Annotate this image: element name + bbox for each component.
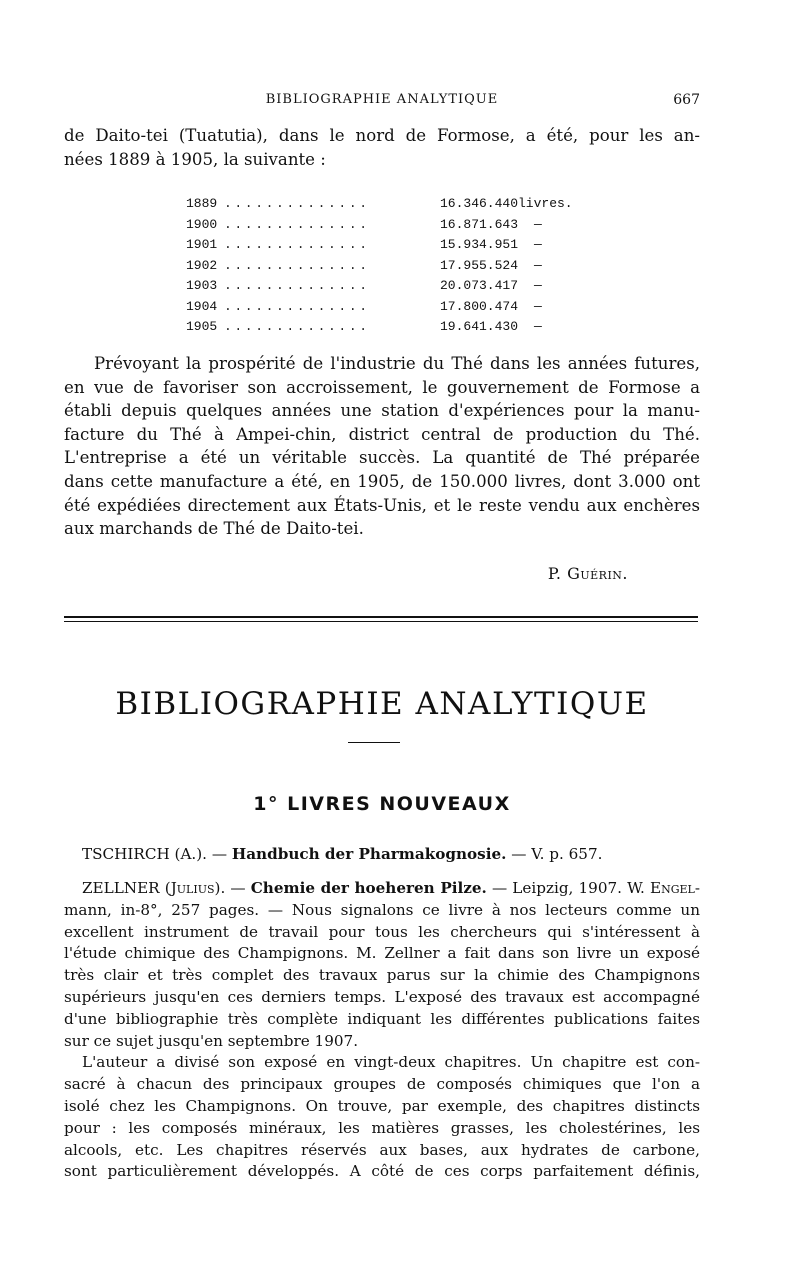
entry-line: isolé chez les Champignons. On trouve, par exemple, des chapitres distincts xyxy=(64,1096,700,1115)
entry-line: d'une bibliographie très complète indiquant les différentes publications faites xyxy=(64,1009,700,1028)
author-signature xyxy=(548,564,628,583)
entry-author: ZELLNER ( xyxy=(82,879,171,897)
section-divider xyxy=(64,616,698,618)
ditto-mark: — xyxy=(534,319,542,334)
paragraph-line: facture du Thé à Ampei-chin, district central de production du Thé. xyxy=(64,424,700,444)
entry-author-close: ). — xyxy=(214,879,251,897)
entry-author-first-name: Julius xyxy=(170,879,215,897)
entry-line: sacré à chacun des principaux groupes de composés chimiques que l'on a xyxy=(64,1075,700,1094)
signature-name: Guérin. xyxy=(567,564,628,583)
leader-dots: .............. xyxy=(224,278,370,293)
paragraph-line: L'entreprise a été un véritable succès. La quantité de Thé préparée xyxy=(64,448,700,468)
production-value: 17.955.524 xyxy=(440,257,519,273)
leader-dots: .............. xyxy=(224,319,370,334)
entry-author: TSCHIRCH (A.). — xyxy=(82,845,232,863)
page-number: 667 xyxy=(673,92,700,108)
production-value: 16.871.643 xyxy=(440,216,519,232)
ditto-mark: — xyxy=(534,278,542,293)
entry-reference: — V. p. 657. xyxy=(506,845,603,863)
leader-dots: .............. xyxy=(224,257,370,273)
production-value: 15.934.951 xyxy=(440,237,519,252)
paragraph-line: Prévoyant la prospérité de l'industrie du Thé dans les années futures, xyxy=(94,354,700,373)
subsection-title: 1° LIVRES NOUVEAUX xyxy=(253,793,511,815)
entry-line: L'auteur a divisé son exposé en vingt-deux chapitres. Un chapitre est con- xyxy=(82,1053,700,1072)
ditto-mark: — xyxy=(534,298,542,314)
leader-dots: .............. xyxy=(224,216,370,232)
entry-line: sur ce sujet jusqu'en septembre 1907. xyxy=(64,1031,359,1050)
section-divider xyxy=(64,621,698,622)
production-row xyxy=(186,317,576,338)
entry-line: mann, in-8°, 257 pages. — Nous signalons ce livre à nos lecteurs comme un xyxy=(64,900,700,919)
entry-title: Handbuch der Pharmakognosie. xyxy=(231,845,507,863)
production-unit: livres. xyxy=(518,196,573,211)
signature-initial: P. xyxy=(547,564,562,583)
entry-publisher: Engel- xyxy=(650,879,700,897)
intro-line: de Daito-tei (Tuatutia), dans le nord de Formose, a été, pour les an- xyxy=(64,126,700,145)
paragraph-line: établi depuis quelques années une station d'expériences pour la manu- xyxy=(64,401,700,421)
ditto-mark: — xyxy=(534,216,542,232)
production-value: 16.346.440 xyxy=(440,196,519,211)
production-row xyxy=(186,276,576,297)
paragraph-line: dans cette manufacture a été, en 1905, de 150.000 livres, dont 3.000 ont xyxy=(64,471,700,491)
bibliography-entry-tschirch xyxy=(82,843,700,865)
bibliography-entry-zellner xyxy=(64,878,700,1183)
intro-paragraph xyxy=(64,124,700,171)
paragraph-line: en vue de favoriser son accroissement, le gouvernement de Formose a xyxy=(64,377,700,397)
production-row xyxy=(186,215,576,236)
entry-imprint: — Leipzig, 1907. W. xyxy=(486,879,651,897)
production-row xyxy=(186,297,576,318)
production-year: 1889 xyxy=(186,196,218,211)
production-row xyxy=(186,235,576,256)
production-year: 1900 xyxy=(186,216,218,232)
leader-dots: .............. xyxy=(224,237,370,252)
production-value: 17.800.474 xyxy=(440,298,519,314)
production-row xyxy=(186,194,576,215)
production-year: 1905 xyxy=(186,319,218,334)
paragraph-line: été expédiées directement aux États-Unis, et le reste vendu aux enchères xyxy=(64,495,700,515)
production-table xyxy=(186,194,576,338)
production-year: 1902 xyxy=(186,257,218,273)
entry-line: très clair et très complet des travaux parus sur la chimie des Champignons xyxy=(64,966,700,985)
intro-line: nées 1889 à 1905, la suivante : xyxy=(64,149,326,169)
body-paragraph xyxy=(64,352,700,541)
production-row xyxy=(186,256,576,277)
paragraph-line: aux marchands de Thé de Daito-tei. xyxy=(64,519,364,539)
leader-dots: .............. xyxy=(224,298,370,314)
running-header xyxy=(64,92,700,112)
production-year: 1904 xyxy=(186,298,218,314)
production-year: 1903 xyxy=(186,278,218,293)
ditto-mark: — xyxy=(534,257,542,273)
entry-line: sont particulièrement développés. A côté de ces corps parfaitement définis, xyxy=(64,1162,700,1181)
production-value: 19.641.430 xyxy=(440,319,519,334)
entry-title: Chemie der hoeheren Pilze. xyxy=(250,879,487,897)
entry-line: excellent instrument de travail pour tous les chercheurs qui s'intéressent à xyxy=(64,922,700,941)
running-title: BIBLIOGRAPHIE ANALYTIQUE xyxy=(265,92,499,107)
entry-line: alcools, etc. Les chapitres réservés aux bases, aux hydrates de carbone, xyxy=(64,1140,700,1159)
production-year: 1901 xyxy=(186,237,218,252)
entry-line: l'étude chimique des Champignons. M. Zellner a fait dans son livre un exposé xyxy=(64,944,700,963)
ditto-mark: — xyxy=(534,237,542,252)
title-underline xyxy=(348,742,400,743)
production-value: 20.073.417 xyxy=(440,278,519,293)
entry-line: supérieurs jusqu'en ces derniers temps. L'exposé des travaux est accompagné xyxy=(64,987,700,1006)
entry-line: pour : les composés minéraux, les matières grasses, les cholestérines, les xyxy=(64,1118,700,1137)
leader-dots: .............. xyxy=(224,196,370,211)
entry-first-line xyxy=(64,878,700,900)
section-title: BIBLIOGRAPHIE ANALYTIQUE xyxy=(115,686,649,722)
